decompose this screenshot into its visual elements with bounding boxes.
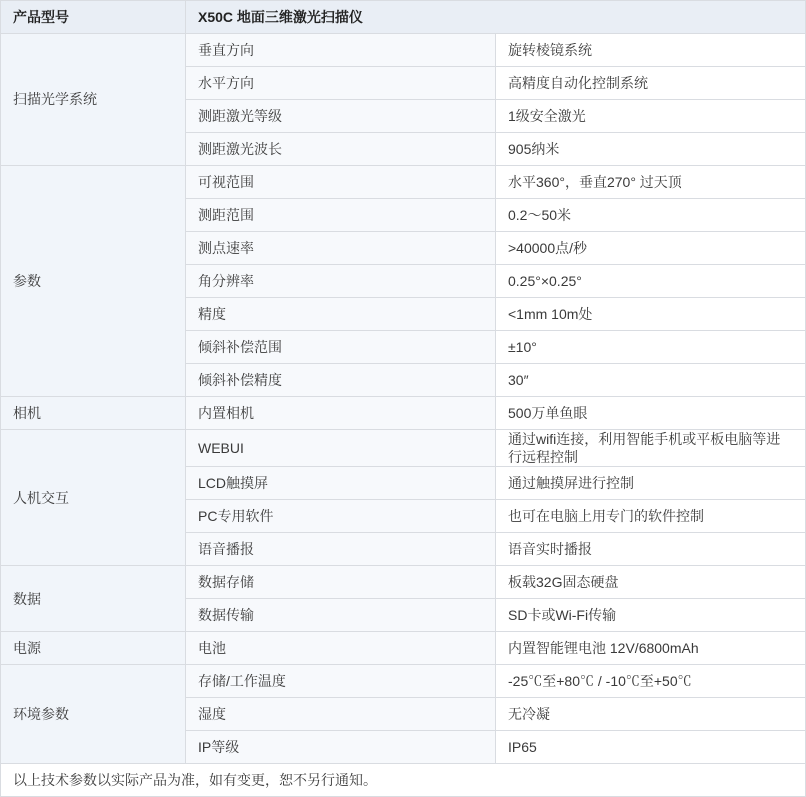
subitem-cell: 测点速率 <box>186 232 496 265</box>
value-cell: 0.25°×0.25° <box>496 265 806 298</box>
subitem-cell: PC专用软件 <box>186 500 496 533</box>
subitem-cell: 数据传输 <box>186 599 496 632</box>
subitem-cell: WEBUI <box>186 430 496 467</box>
header-label-cell: 产品型号 <box>1 1 186 34</box>
table-header-row <box>1 1 806 34</box>
table-row <box>1 166 806 199</box>
subitem-cell: 倾斜补偿范围 <box>186 331 496 364</box>
value-cell: 905纳米 <box>496 133 806 166</box>
value-cell: 也可在电脑上用专门的软件控制 <box>496 500 806 533</box>
subitem-cell: LCD触摸屏 <box>186 467 496 500</box>
subitem-cell: 角分辨率 <box>186 265 496 298</box>
header-model-cell: X50C 地面三维激光扫描仪 <box>186 1 806 34</box>
subitem-cell: 垂直方向 <box>186 34 496 67</box>
value-cell: -25℃至+80℃ / -10℃至+50℃ <box>496 665 806 698</box>
table-row <box>1 34 806 67</box>
subitem-cell: 数据存储 <box>186 566 496 599</box>
subitem-cell: 语音播报 <box>186 533 496 566</box>
value-cell: 通过wifi连接，利用智能手机或平板电脑等进行远程控制 <box>496 430 806 467</box>
value-cell: 0.2～50米 <box>496 199 806 232</box>
value-cell: 500万单鱼眼 <box>496 397 806 430</box>
subitem-cell: 湿度 <box>186 698 496 731</box>
table-footer-row <box>1 764 806 797</box>
footer-note: 以上技术参数以实际产品为准，如有变更，恕不另行通知。 <box>1 764 806 797</box>
value-cell: 30″ <box>496 364 806 397</box>
subitem-cell: 精度 <box>186 298 496 331</box>
subitem-cell: 内置相机 <box>186 397 496 430</box>
value-cell: 语音实时播报 <box>496 533 806 566</box>
value-cell: IP65 <box>496 731 806 764</box>
subitem-cell: 测距激光等级 <box>186 100 496 133</box>
subitem-cell: 倾斜补偿精度 <box>186 364 496 397</box>
table-row <box>1 397 806 430</box>
value-cell: 1级安全激光 <box>496 100 806 133</box>
subitem-cell: 水平方向 <box>186 67 496 100</box>
subitem-cell: 可视范围 <box>186 166 496 199</box>
category-cell: 相机 <box>1 397 186 430</box>
subitem-cell: IP等级 <box>186 731 496 764</box>
category-cell: 扫描光学系统 <box>1 34 186 166</box>
value-cell: 通过触摸屏进行控制 <box>496 467 806 500</box>
value-cell: 旋转棱镜系统 <box>496 34 806 67</box>
subitem-cell: 存储/工作温度 <box>186 665 496 698</box>
value-cell: 高精度自动化控制系统 <box>496 67 806 100</box>
value-cell: 水平360°，垂直270° 过天顶 <box>496 166 806 199</box>
value-cell: >40000点/秒 <box>496 232 806 265</box>
category-cell: 参数 <box>1 166 186 397</box>
value-cell: 内置智能锂电池 12V/6800mAh <box>496 632 806 665</box>
subitem-cell: 测距激光波长 <box>186 133 496 166</box>
table-row <box>1 430 806 467</box>
value-cell: 板载32G固态硬盘 <box>496 566 806 599</box>
category-cell: 数据 <box>1 566 186 632</box>
subitem-cell: 测距范围 <box>186 199 496 232</box>
category-cell: 电源 <box>1 632 186 665</box>
subitem-cell: 电池 <box>186 632 496 665</box>
value-cell: <1mm 10m处 <box>496 298 806 331</box>
value-cell: SD卡或Wi-Fi传输 <box>496 599 806 632</box>
category-cell: 人机交互 <box>1 430 186 566</box>
category-cell: 环境参数 <box>1 665 186 764</box>
table-row <box>1 632 806 665</box>
table-row <box>1 665 806 698</box>
spec-table-body <box>1 1 806 797</box>
value-cell: ±10° <box>496 331 806 364</box>
table-row <box>1 566 806 599</box>
value-cell: 无冷凝 <box>496 698 806 731</box>
